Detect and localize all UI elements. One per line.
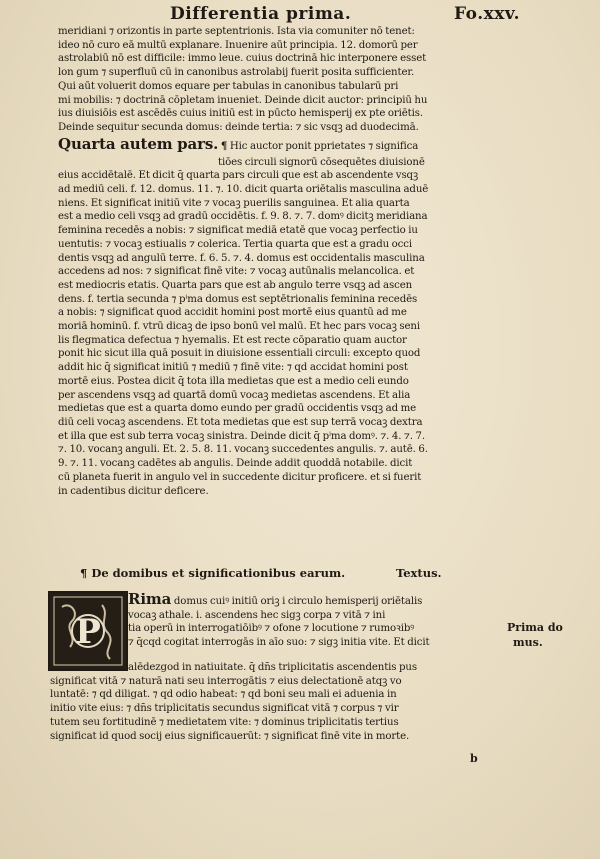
- text-line: dentis vsqꝫ ad angulū terre. f. 6. 5. ⁊. 4. domus est occidentalis masculina: [58, 252, 425, 264]
- page-title: Differentia prima.: [170, 4, 352, 24]
- text-line: moriā hominū. f. vtrū dicaꝫ de ipso bonū vel malū. Et hec pars vocaꝫ seni: [58, 321, 421, 333]
- text-line: et illa que est sub terra vocaꝫ sinistra. Deinde dicit q̄ pⁱma domꝰ. ⁊. 4. ⁊. 7.: [58, 430, 425, 442]
- signature-mark: b: [470, 752, 478, 765]
- text-line: luntatē: ⁊ qd diligat. ⁊ qd odio habeat: ⁊ qd boni seu mali ei aduenia in: [50, 689, 397, 701]
- text-line: addit hic q̄ significat initiū ⁊ mediū ⁊ finē vite: ⁊ qd accidat homini post: [58, 362, 408, 374]
- text-line: ad mediū celi. f. 12. domus. 11. ⁊. 10. dicit quarta oriētalis masculina aduē: [58, 184, 429, 196]
- opening-word: Rima: [128, 593, 172, 608]
- commentary-text: [58, 25, 520, 498]
- text-line: ideo nō curo eā multū explanare. Inuenire aūt principia. 12. domorū per: [58, 39, 418, 51]
- text-line: ponit hic sicut illa quā posuit in diuisione essentiali circuli: excepto quod: [58, 348, 421, 360]
- marginal-note: [507, 620, 597, 650]
- text-line: significat vitā ⁊ naturā nati seu interrogātis ⁊ eius delectationē atqꝫ vo: [50, 675, 402, 687]
- folio-number: Fo.xxv.: [454, 4, 520, 24]
- text-line: initio vite eius: ⁊ dn̄s triplicitatis secundus significat vitā ⁊ corpus ⁊ vir: [50, 703, 399, 715]
- text-line: tia operū in interrogatiōibꝰ ⁊ ofone ⁊ locutione ⁊ rumoꝛibꝰ: [128, 623, 415, 635]
- text-line: Qui aūt voluerit domos equare per tabulas in canonibus tabularū pri: [58, 80, 399, 92]
- text-line: per ascendens vsqꝫ ad quartā domū vocaꝫ medietas ascendens. Et alia: [58, 389, 411, 401]
- text-line: eius accidētalē. Et dicit q̄ quarta pars circuli que est ab ascendente vsqꝫ: [58, 170, 419, 182]
- text-line: mortē eius. Postea dicit q̄ tota illa medietas que est a medio celi eundo: [58, 375, 409, 387]
- text-line: diū celi vocaꝫ ascendens. Et tota medietas que est sup terrā vocaꝫ dextra: [58, 416, 423, 428]
- text-line: dens. f. tertia secunda ⁊ pⁱma domus est septētrionalis feminina recedēs: [58, 293, 418, 305]
- text-line: tutem seu fortitudinē ⁊ medietatem vite: ⁊ dominus triplicitatis tertius: [50, 716, 399, 728]
- section-title: De domibus et significationibus earum.: [91, 566, 346, 580]
- text-line: lis flegmatica defectua ⁊ hyemalis. Et est recte cōparatio quam auctor: [58, 334, 407, 346]
- text-line: tiōes circuli signorū cōsequētes diuisionē: [218, 156, 425, 168]
- text-line: accedens ad nos: ⁊ significat finē vite: ⁊ vocaꝫ autūnalis melancolica. et: [58, 266, 415, 278]
- text-line: ius diuisiōis est ascēdēs cuius initiū est in pūcto hemisperij ex pte oriētis.: [58, 108, 424, 120]
- text-line: uentutis: ⁊ vocaꝫ estiualis ⁊ colerica. Tertia quarta que est a gradu occi: [58, 238, 412, 250]
- text-line: ⁊. 10. vocanꝫ anguli. Et. 2. 5. 8. 11. vocanꝫ succedentes angulis. ⁊. autē. 6.: [58, 444, 428, 456]
- text-line: ⁊ q̄cqd cogitat interrogās in aīo suo: ⁊ sigꝫ initia vite. Et dicit: [128, 637, 430, 649]
- marginal-line: mus.: [513, 636, 543, 649]
- textus-label: Textus.: [396, 566, 442, 580]
- quarta-heading: Quarta autem pars.: [58, 134, 219, 153]
- marginal-line: Prima do: [507, 621, 563, 634]
- text-line: est mediocris etatis. Quarta pars que est ab angulo terre vsqꝫ ad ascen: [58, 279, 413, 291]
- pilcrow-icon: ¶: [220, 139, 228, 152]
- decorated-initial-icon: [50, 593, 126, 669]
- text-line: lon gum ⁊ superfluū cū in canonibus astrolabij fuerit posita sufficienter.: [58, 67, 415, 79]
- initial-letter: P: [75, 612, 101, 652]
- text-line: cū planeta fuerit in angulo vel in succedente dicitur proficere. et si fuerit: [58, 471, 422, 483]
- text-line: 9. ⁊. 11. vocanꝫ cadētes ab angulis. Deinde addit quoddā notabile. dicit: [58, 458, 413, 470]
- textus-opening: [128, 593, 498, 650]
- text-line: feminina recedēs a nobis: ⁊ significat mediā etatē que vocaꝫ perfectio iu: [58, 225, 418, 237]
- text-line: niens. Et significat initiū vite ⁊ vocaꝫ puerilis sanguinea. Et alia quarta: [58, 197, 410, 209]
- text-line: astrolabiū nō est difficile: immo leue. cuius doctrinā hic interponere esset: [58, 53, 427, 65]
- pilcrow-icon: ¶: [80, 566, 88, 580]
- text-line: meridiani ⁊ orizontis in parte septentrionis. Ista via comuniter nō tenet:: [58, 26, 415, 37]
- text-line: in cadentibus dicitur deficere.: [58, 485, 209, 497]
- textus-body: [50, 661, 502, 743]
- text-line: a nobis: ⁊ significat quod accidit homini post mortē eius quantū ad me: [58, 307, 407, 319]
- text-line: Deinde sequitur secunda domus: deinde tertia: ⁊ sic vsqꝫ ad duodecimā.: [58, 121, 419, 133]
- text-line: medietas que est a quarta domo eundo per gradū occidentis vsqꝫ ad me: [58, 403, 417, 415]
- text-segment: Hic auctor ponit pprietates ⁊ significa: [229, 140, 419, 152]
- text-line: est a medio celi vsqꝫ ad gradū occidētis. f. 9. 8. ⁊. 7. domꝰ dicitꝫ meridiana: [58, 211, 428, 223]
- section-label: [80, 566, 345, 580]
- text-line: alēdezgod in natiuitate. q̄ dn̄s triplicitatis ascendentis pus: [128, 662, 417, 673]
- text-line: vocaꝫ athale. i. ascendens hec sigꝫ corpa ⁊ vitā ⁊ ini: [128, 609, 386, 621]
- running-header: [170, 4, 520, 26]
- decorated-initial: [48, 591, 128, 671]
- text-line: mi mobilis: ⁊ doctrinā cōpletam inueniet. Deinde dicit auctor: principiū hu: [58, 94, 428, 106]
- text-line: significat id quod socij eius significauerūt: ⁊ significat finē vite in morte.: [50, 730, 410, 742]
- quarta-line: [58, 135, 520, 156]
- text-segment: domus cuiꝰ initiū oriꝫ i circulo hemisperij oriētalis: [173, 596, 423, 607]
- text-line: [128, 593, 498, 609]
